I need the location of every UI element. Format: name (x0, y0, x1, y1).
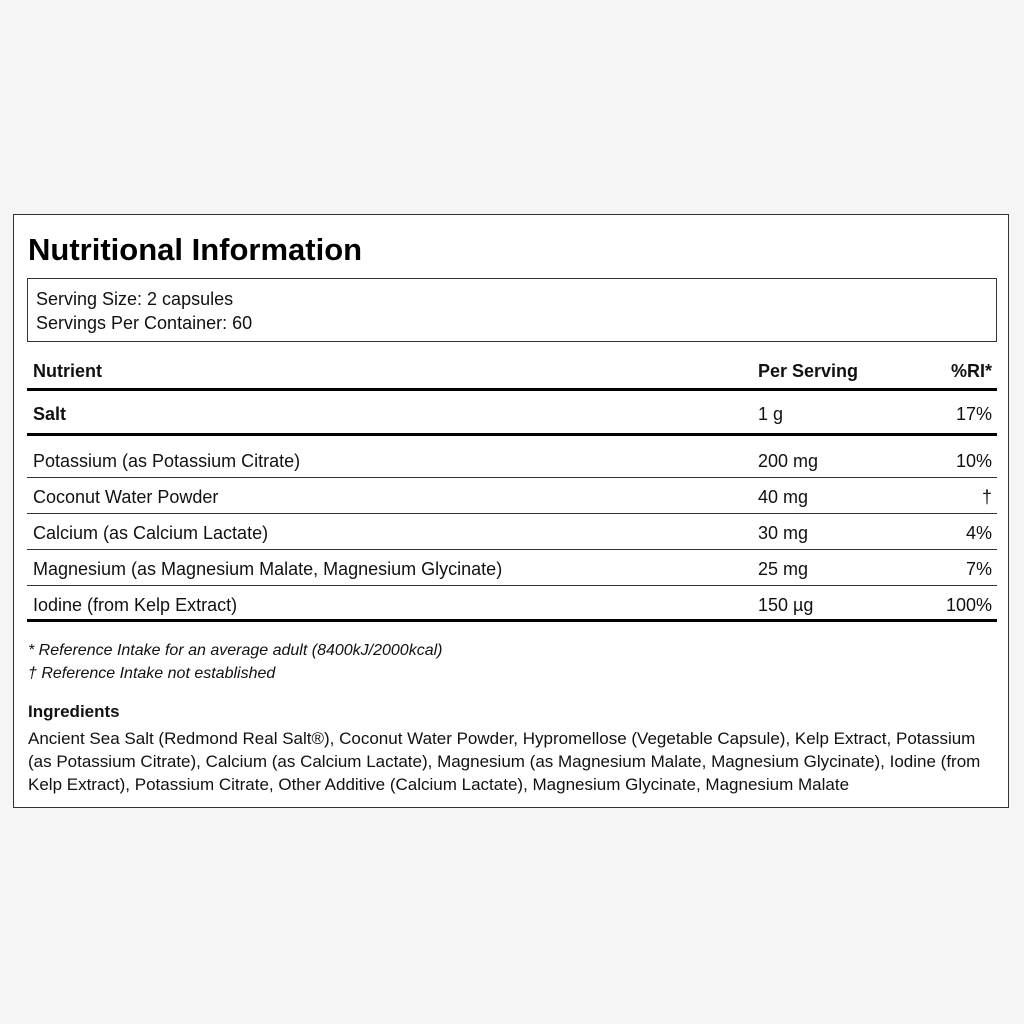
header-ri: %RI* (950, 361, 992, 381)
footnote-not-established: † Reference Intake not established (28, 665, 276, 682)
panel-title: Nutritional Information (28, 232, 363, 267)
footnote-reference-intake: * Reference Intake for an average adult (8400kJ/2000kcal) (28, 642, 443, 659)
nutrient-name: Magnesium (as Magnesium Malate, Magnesium Glycinate) (33, 559, 503, 579)
ri-value: 17% (955, 404, 992, 424)
nutrient-name: Potassium (as Potassium Citrate) (33, 451, 301, 471)
serving-size: Serving Size: 2 capsules (36, 289, 234, 309)
table-row (27, 586, 997, 622)
nutrient-name: Calcium (as Calcium Lactate) (33, 523, 269, 543)
ri-value: 7% (965, 559, 992, 579)
ri-value: 4% (965, 523, 992, 543)
per-serving-value: 30 mg (758, 523, 809, 543)
nutrient-name: Iodine (from Kelp Extract) (33, 595, 238, 615)
nutrient-name: Coconut Water Powder (33, 487, 219, 507)
table-row (27, 550, 997, 586)
header-nutrient: Nutrient (33, 361, 102, 381)
ri-value: 100% (945, 595, 992, 615)
footnotes (28, 639, 442, 685)
header-per-serving: Per Serving (758, 361, 859, 381)
table-row (27, 436, 997, 478)
servings-per-container: Servings Per Container: 60 (36, 313, 253, 333)
ri-value: † (981, 487, 992, 507)
per-serving-value: 40 mg (758, 487, 809, 507)
per-serving-value: 200 mg (758, 451, 819, 471)
nutrition-panel (13, 214, 1009, 808)
serving-info-box (27, 278, 997, 342)
per-serving-value: 25 mg (758, 559, 809, 579)
table-row (27, 391, 997, 436)
ingredients-heading: Ingredients (28, 702, 120, 721)
per-serving-value: 150 µg (758, 595, 814, 615)
table-row (27, 478, 997, 514)
per-serving-value: 1 g (758, 404, 784, 424)
table-header-row (27, 352, 997, 391)
nutrient-table (27, 352, 997, 622)
ri-value: 10% (955, 451, 992, 471)
table-row (27, 514, 997, 550)
nutrient-name: Salt (33, 404, 67, 424)
ingredients-list: Ancient Sea Salt (Redmond Real Salt®), Coconut Water Powder, Hypromellose (Vegetable Capsule), Kelp Extract, Potassium (as Potassium Citrate), Calcium (as Calcium Lactate), Magnesium (as Magnesium Malate, Magnesium Glycinate), Iodine (from Kelp Extract), Potassium Citrate, Other Additive (Calcium Lactate), Magnesium Glycinate, Magnesium Malate (28, 729, 981, 794)
